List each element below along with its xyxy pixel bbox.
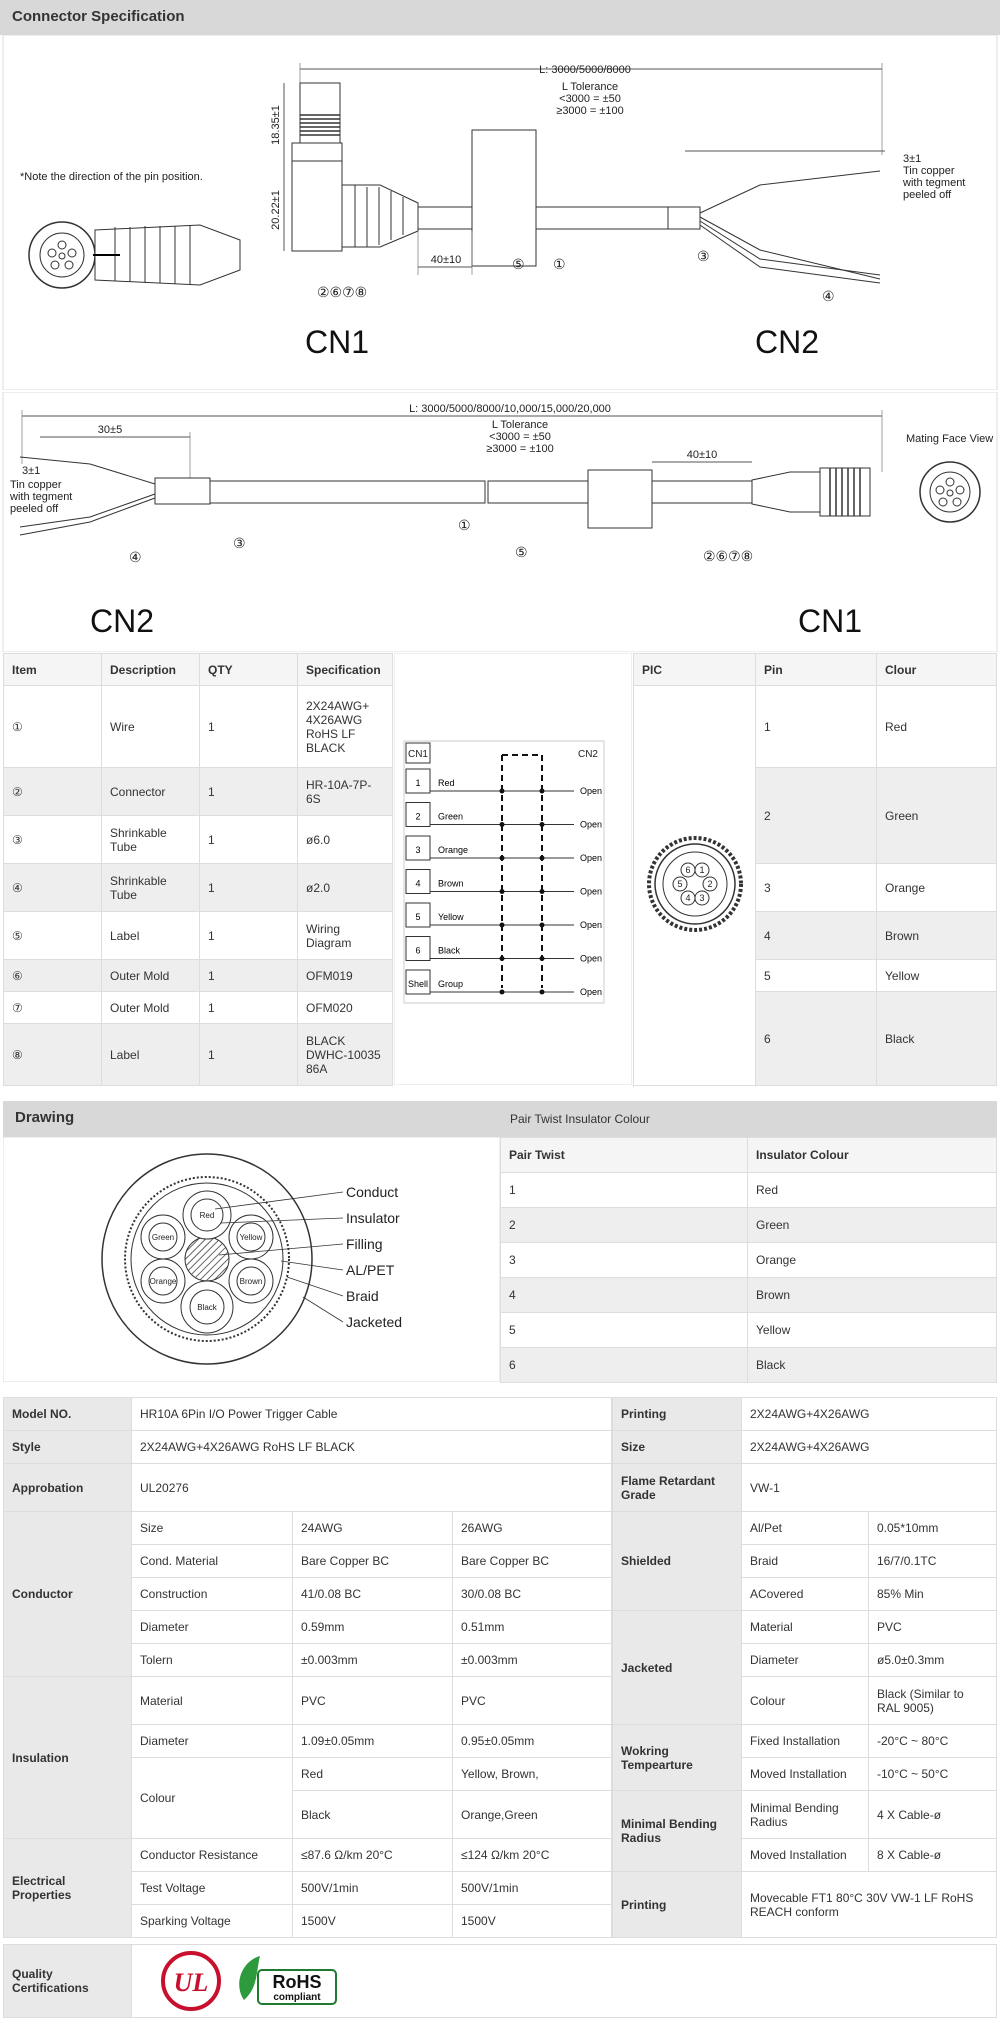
item-desc: Label bbox=[102, 1024, 200, 1086]
label-al-pet: AL/PET bbox=[346, 1262, 395, 1278]
pin-colour: Green bbox=[877, 768, 997, 864]
cond-attr: Diameter bbox=[132, 1611, 293, 1644]
label-filling: Filling bbox=[346, 1236, 383, 1252]
conductor-label: Conductor bbox=[4, 1512, 132, 1677]
approbation-value: UL20276 bbox=[132, 1464, 612, 1512]
item-qty: 1 bbox=[200, 992, 298, 1024]
item-spec: OFM019 bbox=[298, 960, 393, 992]
wiring-cn2: CN2 bbox=[577, 749, 598, 760]
shield-value: 85% Min bbox=[869, 1578, 997, 1611]
wiring-dot bbox=[540, 990, 545, 995]
shield-attr: Al/Pet bbox=[742, 1512, 869, 1545]
item-qty: 1 bbox=[200, 686, 298, 768]
working-label: Wokring Tempearture bbox=[613, 1725, 742, 1791]
col-insulator-colour: Insulator Colour bbox=[748, 1138, 997, 1173]
bending-label: Minimal Bending Radius bbox=[613, 1791, 742, 1872]
pin-colour: Black bbox=[877, 992, 997, 1086]
work-attr: Moved Installation bbox=[742, 1758, 869, 1791]
item-qty: 1 bbox=[200, 816, 298, 864]
callout-3-b: ③ bbox=[233, 535, 246, 551]
style-label: Style bbox=[4, 1431, 132, 1464]
bend-value: 8 X Cable-ø bbox=[869, 1839, 997, 1872]
quality-label: Quality Certifications bbox=[4, 1945, 132, 2018]
elec-24: 1500V bbox=[293, 1905, 453, 1938]
ul-logo-icon bbox=[160, 1950, 222, 2012]
pair-no: 5 bbox=[501, 1313, 748, 1348]
model-label: Model NO. bbox=[4, 1398, 132, 1431]
work-value: -20°C ~ 80°C bbox=[869, 1725, 997, 1758]
connector-spec-header: Connector Specification bbox=[0, 0, 1000, 35]
work-attr: Fixed Installation bbox=[742, 1725, 869, 1758]
length-label: L: 3000/5000/8000 bbox=[539, 64, 631, 76]
callout-4-b: ④ bbox=[129, 549, 142, 565]
col-pin: Pin bbox=[756, 654, 877, 686]
item-no: ⑤ bbox=[4, 912, 102, 960]
elec-26: 1500V bbox=[453, 1905, 612, 1938]
wiring-colour: Green bbox=[438, 811, 464, 822]
pair-twist-table bbox=[500, 1137, 997, 1383]
cn1-label-2: CN1 bbox=[798, 603, 863, 639]
wiring-pin: Shell bbox=[407, 979, 429, 989]
pair-colour: Orange bbox=[748, 1243, 997, 1278]
ins-attr: Diameter bbox=[132, 1725, 293, 1758]
item-no: ③ bbox=[4, 816, 102, 864]
tolerance-b: ≥3000 = ±100 bbox=[556, 105, 624, 117]
pin-5-label: 5 bbox=[676, 879, 683, 889]
cond-24: 0.59mm bbox=[293, 1611, 453, 1644]
item-spec: ø2.0 bbox=[298, 864, 393, 912]
jacket-value: Black (Similar to RAL 9005) bbox=[869, 1677, 997, 1725]
cond-24: ±0.003mm bbox=[293, 1644, 453, 1677]
wiring-colour: Black bbox=[438, 945, 461, 956]
electrical-label: Electrical Properties bbox=[4, 1839, 132, 1938]
pair-no: 1 bbox=[501, 1173, 748, 1208]
wiring-open: Open bbox=[580, 987, 603, 997]
pair-colour: Green bbox=[748, 1208, 997, 1243]
cond-26: ±0.003mm bbox=[453, 1644, 612, 1677]
parts-callout: ②⑥⑦⑧ bbox=[317, 284, 368, 300]
connector-drawing-1 bbox=[0, 35, 1000, 390]
cond-attr: Cond. Material bbox=[132, 1545, 293, 1578]
tin-2-b: with tegment bbox=[10, 491, 73, 503]
flame-value: VW-1 bbox=[742, 1464, 997, 1512]
callout-1-b: ① bbox=[458, 517, 471, 533]
cable-cross-section bbox=[3, 1137, 500, 1382]
wiring-pin: 2 bbox=[415, 811, 421, 822]
dim-3-b: 3±1 bbox=[22, 465, 41, 477]
label-insulator: Insulator bbox=[346, 1210, 400, 1226]
wiring-pin: 5 bbox=[415, 912, 421, 922]
cond-26: 30/0.08 BC bbox=[453, 1578, 612, 1611]
ins-colour-24: Red bbox=[293, 1758, 453, 1791]
elec-26: 500V/1min bbox=[453, 1872, 612, 1905]
items-table bbox=[3, 653, 393, 1086]
item-qty: 1 bbox=[200, 960, 298, 992]
item-qty: 1 bbox=[200, 768, 298, 816]
wiring-pin: 1 bbox=[415, 778, 421, 788]
tin-3: peeled off bbox=[903, 189, 952, 201]
rohs-sub-text: compliant bbox=[273, 1992, 321, 2003]
item-spec: BLACK DWHC-10035 86A bbox=[298, 1024, 393, 1086]
dim-30: 30±5 bbox=[97, 424, 123, 436]
rohs-text: RoHS bbox=[272, 1972, 322, 1992]
jacket-attr: Colour bbox=[742, 1677, 869, 1725]
item-no: ① bbox=[4, 686, 102, 768]
cn2-label-1: CN2 bbox=[755, 324, 820, 360]
item-no: ⑥ bbox=[4, 960, 102, 992]
col-pair-twist: Pair Twist bbox=[501, 1138, 748, 1173]
item-spec: ø6.0 bbox=[298, 816, 393, 864]
tin-2: with tegment bbox=[903, 177, 966, 189]
wiring-colour: Yellow bbox=[438, 912, 464, 922]
wiring-open: Open bbox=[580, 786, 603, 796]
col-colour: Clour bbox=[877, 654, 997, 686]
item-qty: 1 bbox=[200, 1024, 298, 1086]
item-no: ⑦ bbox=[4, 992, 102, 1024]
pair-no: 3 bbox=[501, 1243, 748, 1278]
cn2-label-2: CN2 bbox=[90, 603, 155, 639]
pin-no: 3 bbox=[756, 864, 877, 912]
pin-face-icon bbox=[645, 834, 745, 934]
pair-no: 6 bbox=[501, 1348, 748, 1383]
core-orange: Orange bbox=[149, 1277, 177, 1286]
elec-26: ≤124 Ω/km 20°C bbox=[453, 1839, 612, 1872]
insulation-label: Insulation bbox=[4, 1677, 132, 1839]
drawing-header: Drawing bbox=[3, 1101, 500, 1137]
wiring-open: Open bbox=[580, 953, 603, 964]
item-desc: Outer Mold bbox=[102, 960, 200, 992]
pair-colour: Black bbox=[748, 1348, 997, 1383]
label-braid: Braid bbox=[346, 1288, 379, 1304]
tin-1: Tin copper bbox=[903, 165, 955, 177]
core-yellow: Yellow bbox=[239, 1233, 263, 1242]
pin-no: 2 bbox=[756, 768, 877, 864]
tin-3-b: peeled off bbox=[10, 503, 59, 515]
bend-attr: Minimal Bending Radius bbox=[742, 1791, 869, 1839]
wiring-colour: Brown bbox=[438, 878, 464, 889]
ins-26: 0.95±0.05mm bbox=[453, 1725, 612, 1758]
jacket-attr: Diameter bbox=[742, 1644, 869, 1677]
ins-attr: Material bbox=[132, 1677, 293, 1725]
wiring-dot bbox=[500, 990, 505, 995]
pin-2-label: 2 bbox=[706, 879, 713, 889]
bend-value: 4 X Cable-ø bbox=[869, 1791, 997, 1839]
elec-24: ≤87.6 Ω/km 20°C bbox=[293, 1839, 453, 1872]
elec-attr: Sparking Voltage bbox=[132, 1905, 293, 1938]
col-spec: Specification bbox=[298, 654, 393, 686]
item-spec: HR-10A-7P- 6S bbox=[298, 768, 393, 816]
ins-24: PVC bbox=[293, 1677, 453, 1725]
wiring-colour: Red bbox=[438, 778, 455, 788]
wiring-pin: 6 bbox=[415, 945, 421, 956]
item-desc: Label bbox=[102, 912, 200, 960]
cond-attr: Construction bbox=[132, 1578, 293, 1611]
dim-height-2: 20.22±1 bbox=[270, 190, 282, 230]
length-label-2: L: 3000/5000/8000/10,000/15,000/20,000 bbox=[409, 403, 611, 415]
mating-face-label: Mating Face View bbox=[906, 433, 994, 445]
shield-value: 16/7/0.1TC bbox=[869, 1545, 997, 1578]
label-conduct: Conduct bbox=[346, 1184, 399, 1200]
spec-table-left bbox=[3, 1397, 612, 1938]
pin-no: 1 bbox=[756, 686, 877, 768]
col-item: Item bbox=[4, 654, 102, 686]
pin-colour: Brown bbox=[877, 912, 997, 960]
wiring-colour: Group bbox=[438, 979, 464, 989]
flame-label: Flame Retardant Grade bbox=[613, 1464, 742, 1512]
pin-face-cell bbox=[634, 686, 756, 1086]
pair-colour: Red bbox=[748, 1173, 997, 1208]
item-desc: Outer Mold bbox=[102, 992, 200, 1024]
shield-attr: ACovered bbox=[742, 1578, 869, 1611]
pin-no: 6 bbox=[756, 992, 877, 1086]
pin-no: 4 bbox=[756, 912, 877, 960]
callout-4: ④ bbox=[822, 288, 835, 304]
core-green: Green bbox=[151, 1233, 175, 1242]
item-qty: 1 bbox=[200, 912, 298, 960]
cn1-label-1: CN1 bbox=[305, 324, 370, 360]
cond-24: 24AWG bbox=[293, 1512, 453, 1545]
ins-colour-26: Orange,Green bbox=[453, 1791, 612, 1839]
parts-callout-b: ②⑥⑦⑧ bbox=[703, 548, 754, 564]
printing2-label: Printing bbox=[613, 1872, 742, 1938]
work-value: -10°C ~ 50°C bbox=[869, 1758, 997, 1791]
ul-text: UL bbox=[173, 1968, 209, 1997]
jacketed-label: Jacketed bbox=[613, 1611, 742, 1725]
item-no: ⑧ bbox=[4, 1024, 102, 1086]
jacket-value: ø5.0±0.3mm bbox=[869, 1644, 997, 1677]
tolerance-title-2: L Tolerance bbox=[491, 419, 549, 431]
pair-no: 2 bbox=[501, 1208, 748, 1243]
jacket-value: PVC bbox=[869, 1611, 997, 1644]
col-qty: QTY bbox=[200, 654, 298, 686]
rohs-logo-icon bbox=[230, 1950, 340, 2012]
elec-attr: Test Voltage bbox=[132, 1872, 293, 1905]
ins-26: PVC bbox=[453, 1677, 612, 1725]
wiring-open: Open bbox=[580, 853, 603, 863]
wiring-cn1: CN1 bbox=[407, 749, 429, 760]
model-value: HR10A 6Pin I/O Power Trigger Cable bbox=[132, 1398, 612, 1431]
pin-colour: Yellow bbox=[877, 960, 997, 992]
approbation-label: Approbation bbox=[4, 1464, 132, 1512]
core-red: Red bbox=[199, 1211, 215, 1220]
wiring-open: Open bbox=[580, 920, 603, 930]
core-black: Black bbox=[197, 1303, 217, 1312]
elec-24: 500V/1min bbox=[293, 1872, 453, 1905]
dim-40-b: 40±10 bbox=[686, 449, 718, 461]
quality-table bbox=[3, 1944, 997, 2018]
style-value: 2X24AWG+4X26AWG RoHS LF BLACK bbox=[132, 1431, 612, 1464]
pair-no: 4 bbox=[501, 1278, 748, 1313]
wiring-open: Open bbox=[580, 819, 603, 830]
callout-5: ⑤ bbox=[512, 256, 525, 272]
item-desc: Shrinkable Tube bbox=[102, 816, 200, 864]
quality-logos bbox=[132, 1945, 997, 2018]
cond-26: 0.51mm bbox=[453, 1611, 612, 1644]
ins-colour-24: Black bbox=[293, 1791, 453, 1839]
dim-height-1: 18.35±1 bbox=[270, 105, 282, 145]
pin-4-label: 4 bbox=[684, 893, 691, 903]
pin-colour: Orange bbox=[877, 864, 997, 912]
tolerance-b-2: ≥3000 = ±100 bbox=[486, 443, 554, 455]
pair-colour: Yellow bbox=[748, 1313, 997, 1348]
cond-attr: Tolern bbox=[132, 1644, 293, 1677]
jacket-attr: Material bbox=[742, 1611, 869, 1644]
item-qty: 1 bbox=[200, 864, 298, 912]
col-description: Description bbox=[102, 654, 200, 686]
dim-3: 3±1 bbox=[903, 153, 922, 165]
callout-5-b: ⑤ bbox=[515, 544, 528, 560]
printing-value: 2X24AWG+4X26AWG bbox=[742, 1398, 997, 1431]
pin-6-label: 6 bbox=[684, 865, 691, 875]
ins-colour-label: Colour bbox=[132, 1758, 293, 1839]
cond-26: 26AWG bbox=[453, 1512, 612, 1545]
cond-attr: Size bbox=[132, 1512, 293, 1545]
connector-drawing-2 bbox=[0, 392, 1000, 652]
col-pic: PIC bbox=[634, 654, 756, 686]
item-spec: OFM020 bbox=[298, 992, 393, 1024]
printing2-value: Movecable FT1 80°C 30V VW-1 LF RoHS REACH conform bbox=[742, 1872, 997, 1938]
cond-24: 41/0.08 BC bbox=[293, 1578, 453, 1611]
elec-attr: Conductor Resistance bbox=[132, 1839, 293, 1872]
item-desc: Connector bbox=[102, 768, 200, 816]
pin-table bbox=[633, 653, 997, 1086]
pin-3-label: 3 bbox=[698, 893, 705, 903]
ins-colour-26: Yellow, Brown, bbox=[453, 1758, 612, 1791]
bend-attr: Moved Installation bbox=[742, 1839, 869, 1872]
shielded-label: Shielded bbox=[613, 1512, 742, 1611]
spec-table-right bbox=[612, 1397, 997, 1938]
pair-colour: Brown bbox=[748, 1278, 997, 1313]
printing-label: Printing bbox=[613, 1398, 742, 1431]
item-no: ④ bbox=[4, 864, 102, 912]
core-brown: Brown bbox=[239, 1277, 263, 1286]
size-label: Size bbox=[613, 1431, 742, 1464]
item-spec: 2X24AWG+ 4X26AWG RoHS LF BLACK bbox=[298, 686, 393, 768]
tolerance-a: <3000 = ±50 bbox=[559, 93, 621, 105]
wiring-colour: Orange bbox=[438, 845, 469, 855]
shield-attr: Braid bbox=[742, 1545, 869, 1578]
label-jacketed: Jacketed bbox=[346, 1314, 403, 1330]
pin-note: *Note the direction of the pin position. bbox=[20, 171, 203, 183]
pin-no: 5 bbox=[756, 960, 877, 992]
tolerance-a-2: <3000 = ±50 bbox=[489, 431, 551, 443]
ins-24: 1.09±0.05mm bbox=[293, 1725, 453, 1758]
cond-24: Bare Copper BC bbox=[293, 1545, 453, 1578]
item-desc: Wire bbox=[102, 686, 200, 768]
callout-1: ① bbox=[553, 256, 566, 272]
dim-40: 40±10 bbox=[430, 254, 462, 266]
callout-3: ③ bbox=[697, 248, 710, 264]
item-spec: Wiring Diagram bbox=[298, 912, 393, 960]
tolerance-title: L Tolerance bbox=[561, 81, 619, 93]
item-desc: Shrinkable Tube bbox=[102, 864, 200, 912]
wiring-pin: 3 bbox=[415, 845, 421, 855]
wiring-open: Open bbox=[580, 886, 603, 897]
pin-colour: Red bbox=[877, 686, 997, 768]
size-value: 2X24AWG+4X26AWG bbox=[742, 1431, 997, 1464]
item-no: ② bbox=[4, 768, 102, 816]
wiring-diagram bbox=[394, 653, 632, 1085]
pin-1-label: 1 bbox=[698, 865, 705, 875]
pair-twist-header: Pair Twist Insulator Colour bbox=[500, 1101, 997, 1137]
cond-26: Bare Copper BC bbox=[453, 1545, 612, 1578]
tin-1-b: Tin copper bbox=[10, 479, 62, 491]
shield-value: 0.05*10mm bbox=[869, 1512, 997, 1545]
wiring-pin: 4 bbox=[415, 878, 421, 889]
